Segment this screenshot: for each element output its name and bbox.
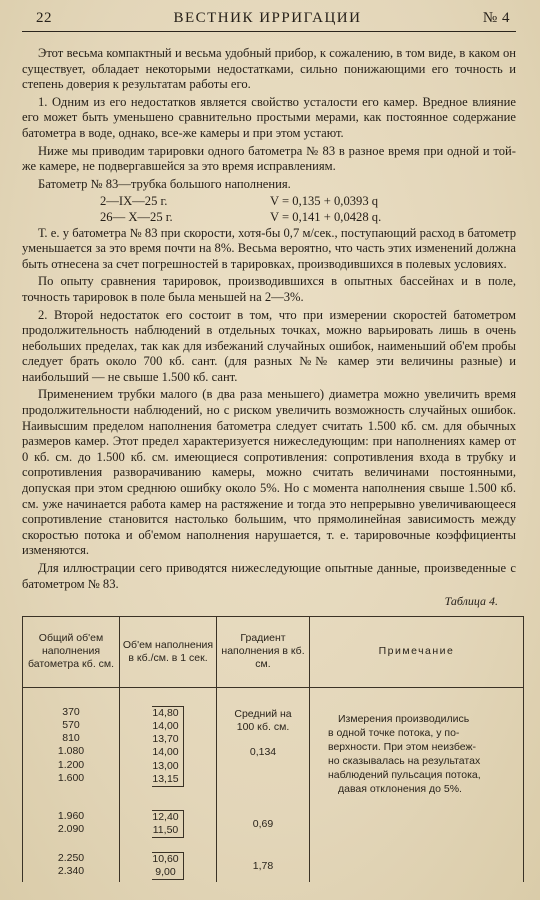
note-line: в одной точке потока, у по- xyxy=(328,726,460,739)
rate-bracket xyxy=(152,810,183,838)
gradient-value: 1,78 xyxy=(252,859,274,872)
rate-value: 12,40 xyxy=(152,810,179,823)
rate-cell xyxy=(120,798,217,840)
rate-value: 14,80 xyxy=(152,706,179,719)
page-header xyxy=(22,10,516,32)
article-body xyxy=(22,46,516,610)
volume-cell xyxy=(23,687,120,798)
paragraph-4: Т. е. у батометра № 83 при скорости, хотя-бы 0,7 м/сек., поступающий расход в батометр уменьшается за это время почти на 8%. Весьма вероятно, что часть этих изменений должна быть отнесена за счет погрешностей в тарировках, производившихся в полевых условиях. xyxy=(22,225,516,271)
paragraph-7: Применением трубки малого (в два раза меньшего) диаметра можно увеличить время продолжительности наблюдений, но с риском увеличить возможность случайных ошибок. Наивысшим пределом наполнения батометра следует считать 1.500 кб. см. для обычных размеров камер. Этот предел характеризуется нижеследующим: при наполнениях камер от 0 кб. см. до 1.500 кб. см. имеющиеся сопротивления: сопротивления входа в трубку и сопротивления разворачиванию камеры, можно считать величинами постоянными, допуская при этом среднюю ошибку около 5%. Но с момента наполнения свыше 1.500 кб. см. уже начинается работа камер на растяжение и тогда это непрерывно увеличивающееся сопротивление становится настолько большим, что прямолинейная зависимость между скоростью потока и об'емом наполнения нарушается, т. е. тарировочные коэффициенты изменяются. xyxy=(22,387,516,558)
volume-value: 2.340 xyxy=(57,864,85,877)
gradient-cell xyxy=(217,798,310,840)
table-caption: Таблица 4. xyxy=(444,594,498,609)
gradient-value: 0,69 xyxy=(252,817,274,830)
rate-value: 13,70 xyxy=(152,733,179,746)
note-line: но сказывалась на результатах xyxy=(328,754,481,767)
volume-value: 1.960 xyxy=(57,809,85,822)
rate-cell xyxy=(120,687,217,798)
note-line: Измерения производились xyxy=(338,712,470,725)
rate-value: 13,00 xyxy=(152,759,179,772)
rate-cell xyxy=(120,840,217,882)
paragraph-8: Для иллюстрации сего приводятся нижеследующие опытные данные, произведенные с батометром № 83. xyxy=(22,561,516,591)
volume-value: 2.250 xyxy=(57,851,85,864)
paragraph-2: 1. Одним из его недостатков является свойство усталости его камер. Вредное влияние его может быть уменьшено сравнительно простыми мерами, как постоянное содержание батометра в воде, однако, все-же камеры и при этом устают. xyxy=(22,94,516,140)
gradient-cell xyxy=(217,687,310,798)
note-line: верхности. При этом неизбеж- xyxy=(328,740,476,753)
formula-date: 2—IX—25 г. xyxy=(100,194,168,209)
column-header-fill-rate: Об'ем наполнения в кб./см. в 1 сек. xyxy=(120,616,217,687)
formula-heading: Батометр № 83—трубка большого наполнения. xyxy=(38,176,291,191)
gradient-value: 0,134 xyxy=(249,746,277,759)
paragraph-5: По опыту сравнения тарировок, производившихся в опытных бассейнах и в поле, точность тарировок в поле была меньшей на 2—3%. xyxy=(22,274,516,304)
gradient-cell xyxy=(217,840,310,882)
paragraph-1: Этот весьма компактный и весьма удобный прибор, к сожалению, в том виде, в каком он существует, обладает некоторыми недостатками, сильно понижающими его точность и степень доверия к результатам работы его. xyxy=(22,46,516,92)
rate-bracket xyxy=(152,852,183,880)
formula-equation: V = 0,141 + 0,0428 q. xyxy=(270,209,382,224)
paragraph-3: Ниже мы приводим тарировки одного батометра № 83 в разное время при одной и той-же камере, не подвергавшейся за это время исправлениям. xyxy=(22,143,516,174)
column-header-gradient: Градиент наполнения в кб. см. xyxy=(217,616,310,687)
data-table xyxy=(22,616,524,882)
note-line: наблюдений пульсация потока, xyxy=(328,768,481,781)
paragraph-6: 2. Второй недостаток его состоит в том, что при измерении скоростей батометром продолжительность наблюдений в отдельных точках, можно варьировать лишь в очень небольших пределах, так как для избежаний случайных ошибок, наименьший об'ем пробы следует брать около 700 кб. сант. (для разных №№ камер эти величины разные) и наибольший — не свыше 1.500 кб. сант. xyxy=(22,307,516,384)
column-header-note: Примечание xyxy=(310,616,524,687)
volume-value: 810 xyxy=(62,732,80,745)
rate-value: 14,00 xyxy=(152,719,179,732)
rate-value: 13,15 xyxy=(152,772,179,785)
gradient-label: Средний на 100 кб. см. xyxy=(234,707,292,733)
rate-value: 14,00 xyxy=(152,746,179,759)
table-header-row xyxy=(23,616,524,687)
rate-value: 11,50 xyxy=(152,823,179,836)
volume-value: 1.200 xyxy=(57,758,85,771)
volume-value: 370 xyxy=(62,705,80,718)
formula-row-1 xyxy=(22,194,516,210)
issue-number: № 4 xyxy=(482,10,510,26)
rate-value: 10,60 xyxy=(152,852,179,865)
table-caption-line xyxy=(22,594,516,610)
formula-date: 26— X—25 г. xyxy=(100,209,173,224)
journal-title: ВЕСТНИК ИРРИГАЦИИ xyxy=(173,10,362,26)
volume-cell xyxy=(23,840,120,882)
formula-equation: V = 0,135 + 0,0393 q xyxy=(270,194,379,209)
volume-value: 570 xyxy=(62,718,80,731)
rate-value: 9,00 xyxy=(155,865,176,878)
table-row-group-1 xyxy=(23,687,524,798)
volume-cell xyxy=(23,798,120,840)
page-number: 22 xyxy=(36,10,52,26)
volume-value: 1.080 xyxy=(57,745,85,758)
volume-value: 2.090 xyxy=(57,822,85,835)
column-header-total-volume: Общий об'ем наполнения батометра кб. см. xyxy=(23,616,120,687)
note-cell xyxy=(310,687,524,882)
note-line: давая отклонения до 5%. xyxy=(338,782,462,795)
volume-value: 1.600 xyxy=(57,771,85,784)
rate-bracket xyxy=(152,706,183,787)
formula-row-2 xyxy=(22,210,516,226)
